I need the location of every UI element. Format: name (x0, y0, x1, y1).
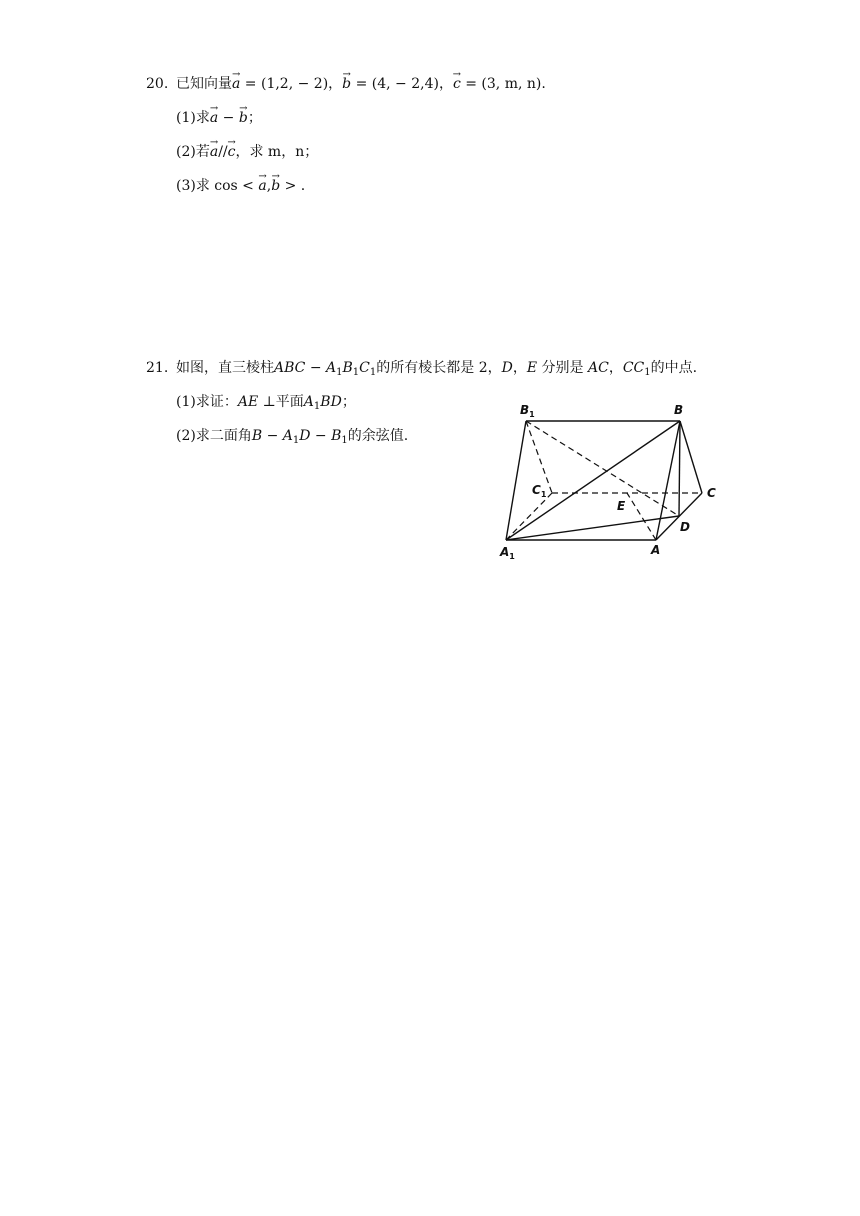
label-a: A (651, 543, 661, 557)
label-d: D (680, 520, 690, 534)
label-e: E (617, 499, 626, 513)
label-c1: $C_1$ (532, 483, 547, 499)
problem-stem: 如图，直三棱柱ABC − $A_1B_1C_1$的所有棱长都是 2，D，E 分别是 AC，$CC_1$的中点. (176, 360, 698, 378)
label-a1: $A_1$ (500, 545, 515, 561)
edge-a-b (656, 421, 680, 540)
vertex-labels (499, 403, 716, 561)
label-b1: $B_1$ (520, 403, 535, 419)
vector-a: → a (232, 74, 240, 94)
sub-question-1: (1)求证：AE ⊥平面$A_1BD$； (176, 394, 356, 412)
sub-question-2: (2)求二面角$B - A_1D - B_1$的余弦值. (176, 428, 409, 446)
prism-diagram (496, 396, 728, 566)
label-b: B (674, 403, 684, 417)
label-c: C (707, 486, 716, 500)
prism-figure (496, 396, 728, 566)
problem-number: 21. (146, 360, 169, 376)
edge-a-e (627, 493, 656, 540)
sub-question-3: (3)求 cos < → a,→ b > . (176, 176, 305, 196)
problem-stem: 已知向量→ a = (1,2, − 2)，→ b = (4, − 2,4)，→ c = (3, m, n). (176, 74, 546, 94)
problem-number: 20. (146, 76, 169, 92)
edge-a1-b (506, 421, 680, 540)
edge-a1-d (506, 516, 679, 540)
edge-b1-d (526, 421, 679, 516)
vector-c: → c (453, 74, 461, 94)
sub-question-2: (2)若→ a//→ c，求 m，n； (176, 142, 318, 162)
vector-b: → b (342, 74, 351, 94)
edge-b-d (679, 421, 680, 516)
edge-b-c (680, 421, 702, 493)
sub-question-1: (1)求→ a − → b； (176, 108, 262, 128)
